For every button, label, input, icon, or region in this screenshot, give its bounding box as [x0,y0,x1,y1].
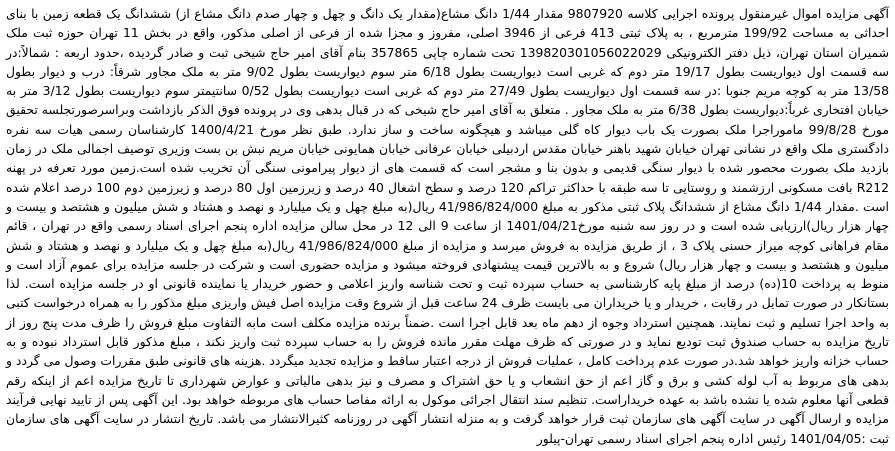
auction-notice-text: آگهی مزایده اموال غیرمنقول پرونده اجرایی کلاسه 9807920 مقدار 1/44 دانگ مشاع(مقدار یک دانگ و چهل و چهار صدم دانگ مشاع از) ششدانگ یک قطعه زمین با بنای احداثی به مساحت 199/92 مترمربع ، به پلاک ثبتی 413 فرعی از 3946 اصلی، مفروز و مجزا شده از فرعی از اصلی مذکور، واقع در بخش 11 تهران حوزه ثبت ملک شمیران استان تهران، ذیل دفتر الکترونیکی 139820301056022029 تحت شماره چاپی 357865 بنام آقای امیر حاج شیخی ثبت و صادر گردیده ،حدود اربعه : شمالاً:در سه قسمت اول دیواریست بطول 19/17 متر دوم که غربی است دیواریست بطول 6/18 متر سوم دیواریست بطول 9/02 متر به ملک مجاور شرقاً: درب و دیوار بطول 13/58 متر به کوچه مریم جنوبا :در سه قسمت اول دیواریست بطول 27/49 متر دوم که غربی است دیواریست بطول 0/52 سانتیمتر سوم دیواریست بطول 3/12 متر به خیابان افتخاری غرباً:دیواریست بطول 6/38 متر به ملک مجاور . متعلق به آقای امیر حاج شیخی که در قبال بدهی وی در پرونده فوق الذکر بازداشت وبراسرصورتجلسه تحقیق مورخ 99/8/28 ماموراجرا ملک بصورت یک باب دیوار کاه گلی میباشد و هیچگونه ساخت و ساز ندارد. طبق نظر مورخ 1400/4/21 کارشناسان رسمی هیات سه نفره دادگستری ملک واقع در نشانی تهران خیابان شهید باهنر خیابان مقدس اردبیلی خیابان عرفانی خیابان همایونی خیابان مریم نبش بن بست وزیری توصیف اجمالی ملک در زمان بازدید ملک بصورت محصور شده با دیوار سنگی قدیمی و بدون بنا و مشجر است که قسمت های از دیوار پیرامونی سنگی آن تخریب شده است.زمین مورد تعرفه در پهنه R212 بافت مسکونی ارزشمند و روستایی تا سه طبقه با حداکثر تراکم 120 درصد و سطح اشغال 40 درصد و زیرزمین اول 80 درصد و زیرزمین دوم 100 درصد اعلام شده است .مقدار 1/44 دانگ مشاع از ششدانگ پلاک ثبتی مذکور به مبلغ 41/986/824/000 ریال(به مبلغ چهل و یک میلیارد و نهصد و هشتاد و شش میلیون و هشتصد و بیست و چهار هزار ریال)ارزیابی شده است و در روز سه شنبه مورخ1401/04/21 از ساعت 9 الی 12 در محل سالن مزایده اداره پنجم اجرای اسناد رسمی واقع در تهران ، قائم مقام فراهانی کوچه میراز حسنی پلاک 3 ، از طریق مزایده به فروش میرسد و مزایده از مبلغ 41/986/824/000 ریال(به مبلغ چهل و یک میلیارد و نهصد و هشتاد و شش میلیون و هشتصد و بیست و چهار هزار ریال) شروع و به بالاترین قیمت پیشنهادی فروخته میشود و مزایده حضوری است و شرکت در جلسه مزایده برای عموم آزاد است و منوط به پرداخت 10(ده) درصد از مبلغ پایه کارشناسی به حساب سپرده ثبت و تحت شناسه واریز اعلامی و حضور خریدار یا نماینده قانونی او در جلسه مزایده است. لذا بستانکار در صورت تمایل در رقابت ، خریدار و یا خریداران می بایست ظرف 24 ساعت قبل از شروع وقت مزایده اصل فیش واریزی مبلغ مذکور را به همراه درخواست کتبی به واحد اجرا تسلیم و ثبت نمایند. همچنین استرداد وجوه از دهم ماه بعد قابل اجرا است .ضمناً برنده مزایده مکلف است مابه التفاوت مبلغ فروش را ظرف مدت پنج روز از تاریخ مزایده به حساب صندوق ثبت تودیع نماید و در صورتی که ظرف مهلت مقرر مانده فروش را به حساب سپرده ثبت واریز نکند ، مبلغ مذکور قابل استرداد نبوده و به حساب خزانه واریز خواهد شد.در صورت عدم پرداخت کامل ، عملیات فروش از درجه اعتبار ساقط و مزایده تجدید میگردد .هزینه های قانونی طبق مقررات وصول می گردد و بدهی های مربوط به آب لوله کشی و برق و گاز اعم از حق انشعاب و یا حق اشتراک و مصرف و نیز بدهی مالیاتی و عوارض شهرداری تا تاریخ مزایده اعم از اینکه رقم قطعی آنها معلوم شده یا نشده باشد به عهده خریداراست. تنظیم سند انتقال اجرائی موکول به ارائه مفاصا حساب های مربوطه خواهد بود. این آگهی پس از تایید نهایی فرآیند مزایده و ارسال آگهی در سایت آگهی های سازمان ثبت قرار خواهد گرفت و به منزله انتشار آگهی در روزنامه کثیرالانتشار می باشد. تاریخ انتشار در سایت آگهی های سازمان ثبت :1401/04/05 رئیس اداره پنجم اجرای اسناد رسمی تهران-پیلور [6,6,890,446]
